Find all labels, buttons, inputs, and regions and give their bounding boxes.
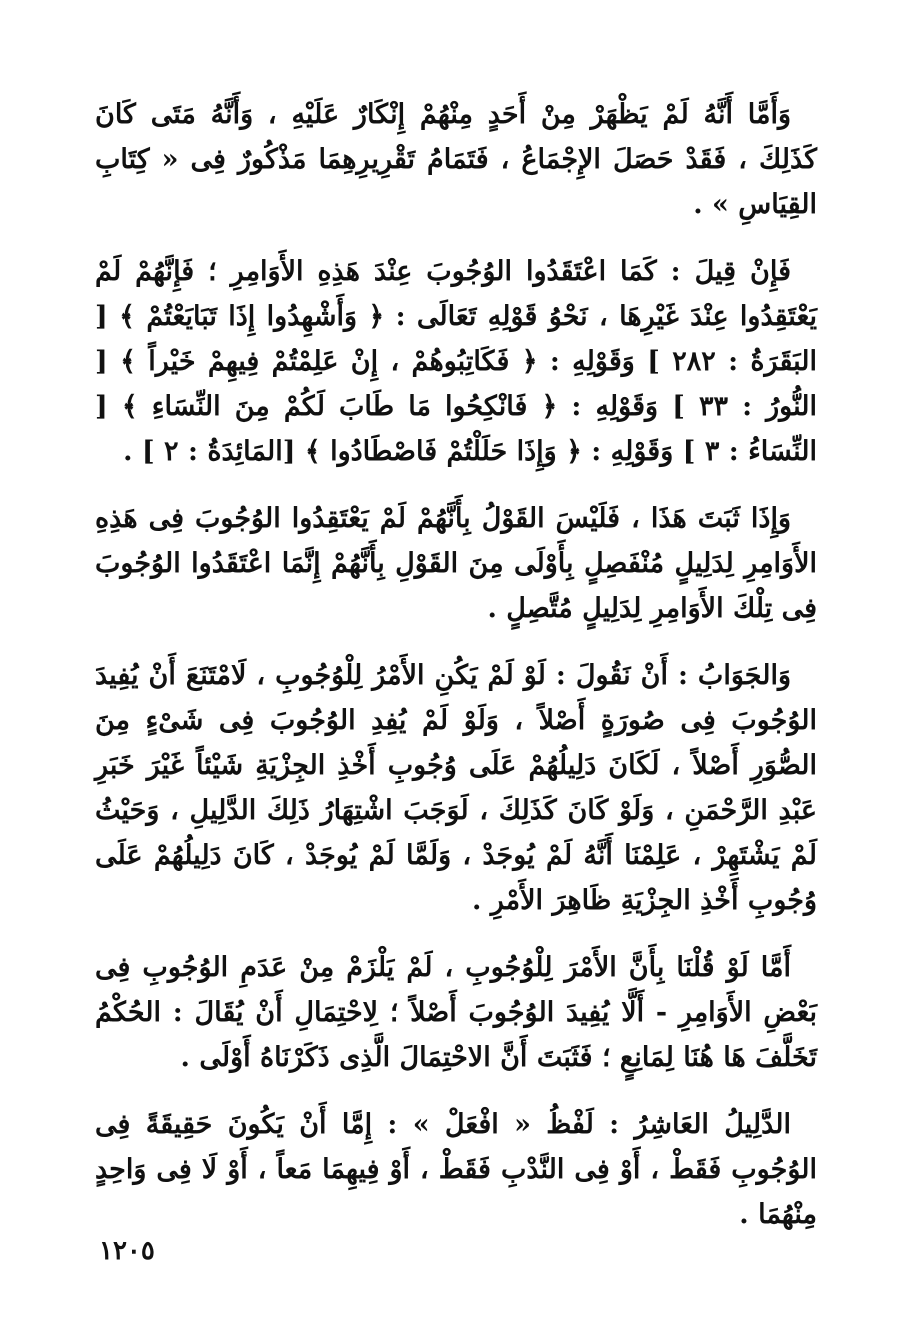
- page-number: ١٢٠٥: [99, 1236, 155, 1266]
- paragraph-5: أَمَّا لَوْ قُلْنَا بِأَنَّ الأَمْرَ لِلْوُجُوبِ ، لَمْ يَلْزَمْ مِنْ عَدَمِ الوُجُوبِ فِى بَعْضِ الأَوَامِرِ - أَلَّا يُفِيدَ الوُجُوبَ أَصْلاً ؛ لِاحْتِمَالِ أَنْ يُقَالَ : الحُكْمُ تَخَلَّفَ هَا هُنَا لِمَانِعٍ ؛ فَثَبَتَ أَنَّ الاحْتِمَالَ الَّذِى ذَكَرْنَاهُ أَوْلَى .: [95, 952, 817, 1073]
- paragraph-1: وَأَمَّا أَنَّهُ لَمْ يَظْهَرْ مِنْ أَحَدٍ مِنْهُمْ إِنْكَارٌ عَلَيْهِ ، وَأَنَّهُ مَتَى كَانَ كَذَلِكَ ، فَقَدْ حَصَلَ الإِجْمَاعُ ، فَتَمَامُ تَقْرِيرِهِمَا مَذْكُورٌ فِى « كِتَابِ القِيَاسِ » .: [95, 99, 817, 220]
- paragraph-3: وَإِذَا ثَبَتَ هَذَا ، فَلَيْسَ القَوْلُ بِأَنَّهُمْ لَمْ يَعْتَقِدُوا الوُجُوبَ فِى هَذِهِ الأَوَامِرِ لِدَلِيلٍ مُنْفَصِلٍ بِأَوْلَى مِنَ القَوْلِ بِأَنَّهُمْ إِنَّمَا اعْتَقَدُوا الوُجُوبَ فِى تِلْكَ الأَوَامِرِ لِدَلِيلٍ مُتَّصِلٍ .: [95, 503, 817, 624]
- paragraph-2: فَإِنْ قِيلَ : كَمَا اعْتَقَدُوا الوُجُوبَ عِنْدَ هَذِهِ الأَوَامِرِ ؛ فَإِنَّهُمْ لَمْ يَعْتَقِدُوا عِنْدَ غَيْرِهَا ، نَحْوُ قَوْلِهِ تَعَالَى : ﴿ وَأَشْهِدُوا إِذَا تَبَايَعْتُمْ ﴾ [ البَقَرَةُ : ٢٨٢ ] وَقَوْلِهِ : ﴿ فَكَاتِبُوهُمْ ، إِنْ عَلِمْتُمْ فِيهِمْ خَيْراً ﴾ [ النُّورُ : ٣٣ ] وَقَوْلِهِ : ﴿ فَانْكِحُوا مَا طَابَ لَكُمْ مِنَ النِّسَاءِ ﴾ [ النِّسَاءُ : ٣ ] وَقَوْلِهِ : ﴿ وَإِذَا حَلَلْتُمْ فَاصْطَادُوا ﴾ [المَائِدَةُ : ٢ ] .: [95, 256, 817, 467]
- paragraph-4: وَالجَوَابُ : أَنْ نَقُولَ : لَوْ لَمْ يَكُنِ الأَمْرُ لِلْوُجُوبِ ، لَامْتَنَعَ أَنْ يُفِيدَ الوُجُوبَ فِى صُورَةٍ أَصْلاً ، وَلَوْ لَمْ يُفِدِ الوُجُوبَ فِى شَىْءٍ مِنَ الصُّوَرِ أَصْلاً ، لَكَانَ دَلِيلُهُمْ عَلَى وُجُوبِ أَخْذِ الجِزْيَةِ شَيْئاً غَيْرَ خَبَرِ عَبْدِ الرَّحْمَنِ ، وَلَوْ كَانَ كَذَلِكَ ، لَوَجَبَ اشْتِهَارُ ذَلِكَ الدَّلِيلِ ، وَحَيْثُ لَمْ يَشْتَهِرْ ، عَلِمْنَا أَنَّهُ لَمْ يُوجَدْ ، وَلَمَّا لَمْ يُوجَدْ ، كَانَ دَلِيلُهُمْ عَلَى وُجُوبِ أَخْذِ الجِزْيَةِ ظَاهِرَ الأَمْرِ .: [95, 660, 817, 916]
- document-body: [95, 92, 817, 1272]
- paragraph-6: الدَّلِيلُ العَاشِرُ : لَفْظُ « افْعَلْ » : إِمَّا أَنْ يَكُونَ حَقِيقَةً فِى الوُجُوبِ فَقَطْ ، أَوْ فِى النَّدْبِ فَقَطْ ، أَوْ فِيهِمَا مَعاً ، أَوْ لَا فِى وَاحِدٍ مِنْهُمَا .: [95, 1109, 817, 1230]
